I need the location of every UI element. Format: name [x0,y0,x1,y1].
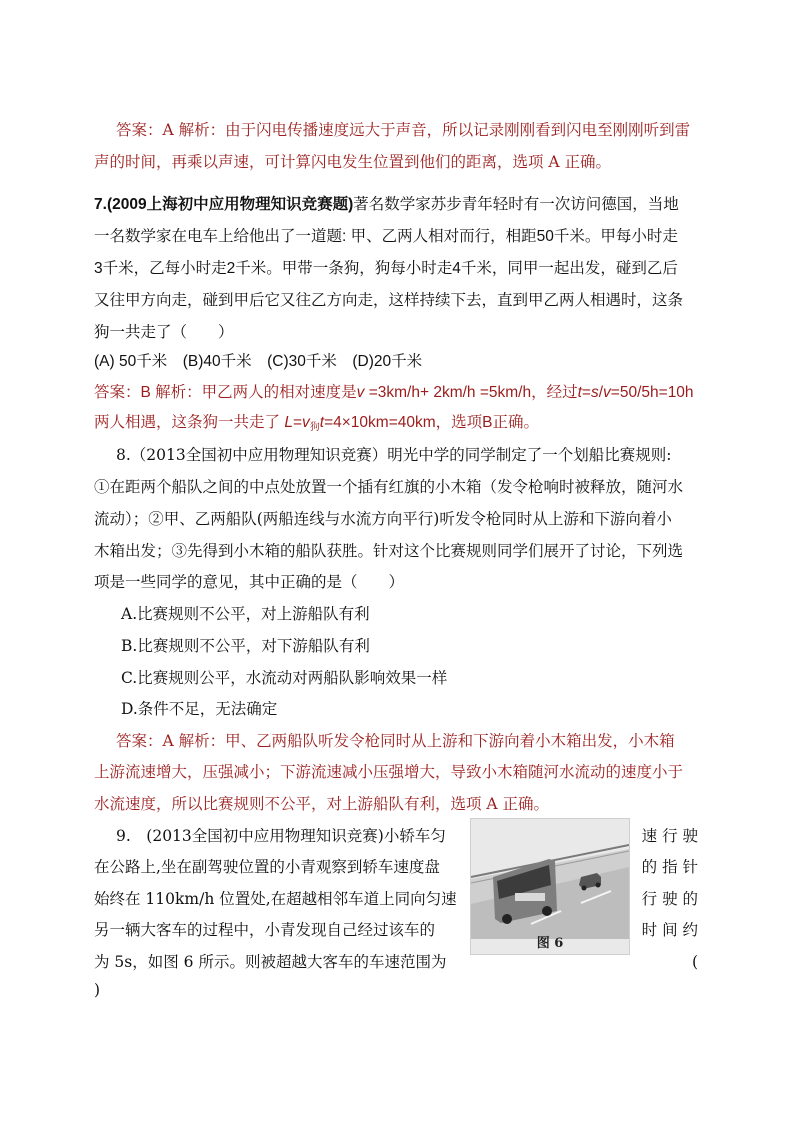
q8-answer-line-2: 上游流速增大，压强减小；下游流速减小压强增大，导致小木箱随河水流动的速度小于 [94,763,684,781]
var-v: v [356,384,365,401]
q7-line-5: 狗一共走了（ ） [94,324,234,341]
var-L: L [284,414,293,431]
q6-answer-line-1: 答案：A 解析：由于闪电传播速度远大于声音，所以记录刚刚看到闪电至刚刚听到雷 [116,121,691,139]
q7-number: 7. [94,196,107,213]
q7-answer-text: =4×10km=40km，选项B正确。 [324,414,539,431]
q7-answer-text: = [292,414,302,431]
q9-line-4: 另一辆大客车的过程中，小青发现自己经过该车的 [94,921,436,939]
q6-answer-line-2: 声的时间，再乘以声速，可计算闪电发生位置到他们的距离，选项 A 正确。 [94,153,612,171]
q9-line-6: ) [94,981,101,999]
q8-line-4: 木箱出发；③先得到小木箱的船队获胜。针对这个比赛规则同学们展开了讨论，下列选 [94,542,684,560]
q9-line-2: 在公路上,坐在副驾驶位置的小青观察到轿车速度盘 [94,858,440,876]
q8-option-a: A.比赛规则不公平，对上游船队有利 [121,605,370,623]
q8-answer-line-1: 答案：A 解析：甲、乙两船队听发令枪同时从上游和下游向着小木箱出发，小木箱 [116,732,675,750]
q8-line-2: ①在距两个船队之间的中点处放置一个插有红旗的小木箱（发令枪响时被释放，随河水 [94,478,684,496]
q7-line-3: 3千米，乙每小时走2千米。甲带一条狗，狗每小时走4千米，同甲一起出发，碰到乙后 [94,260,678,277]
figure-caption: 图 6 [536,936,564,951]
q8-option-b: B.比赛规则不公平，对下游船队有利 [121,637,370,655]
q9-right-5: ( [691,953,698,971]
q9-right-3: 行 驶 的 [641,890,698,908]
q9-line-5: 为 5s，如图 6 所示。则被超越大客车的车速范围为 [94,953,447,971]
q8-option-c: C.比赛规则公平，水流动对两船队影响效果一样 [121,669,448,687]
q8-line-1: 8.（2013全国初中应用物理知识竞赛）明光中学的同学制定了一个划船比赛规则: [116,446,672,464]
q9-line-1: 9. (2013全国初中应用物理知识竞赛)小轿车匀 [116,827,446,845]
figure-6-bus-photo [470,818,630,955]
var-s: s [590,384,599,401]
q7-answer-text: 两人相遇，这条狗一共走了 [94,414,285,431]
q7-text: 著名数学家苏步青年轻时有一次访问德国，当地 [353,196,679,213]
var-v: v [302,414,310,431]
q7-answer-text: / [598,384,604,401]
q8-option-d: D.条件不足，无法确定 [121,700,278,718]
q8-line-5: 项是一些同学的意见，其中正确的是（ ） [94,573,405,591]
q7-answer-text: =50/5h=10h [610,384,694,401]
q7-answer-line-2 [94,413,539,433]
q9-right-4: 时 间 约 [641,921,698,939]
subscript-dog: 狗 [309,422,320,433]
q7-answer-text: = [581,384,591,401]
q7-line-2: 一名数学家在电车上给他出了一道题: 甲、乙两人相对而行，相距50千米。甲每小时走 [94,228,678,245]
q9-line-3: 始终在 110km/h 位置处,在超越相邻车道上同向匀速 [94,890,457,908]
q7-source: (2009上海初中应用物理知识竞赛题) [106,196,354,213]
var-t: t [319,414,325,431]
q7-answer-line-1 [94,383,694,403]
q8-line-3: 流动）；②甲、乙两船队(两船连线与水流方向平行)听发令枪同时从上游和下游向着小 [94,510,672,528]
q9-right-2: 的 指 针 [641,858,698,876]
q7-answer-text: 答案：B 解析：甲乙两人的相对速度是 [94,384,357,401]
q7-options: (A) 50千米 (B)40千米 (C)30千米 (D)20千米 [94,353,423,370]
q8-answer-line-3: 水流速度，所以比赛规则不公平，对上游船队有利，选项 A 正确。 [94,795,550,813]
var-v: v [603,384,611,401]
q7-line-4: 又往甲方向走，碰到甲后它又往乙方向走，这样持续下去，直到甲乙两人相遇时，这条 [94,292,684,309]
q7-answer-text: =3km/h+ 2km/h =5km/h，经过 [364,384,578,401]
var-t: t [577,384,582,401]
q9-right-1: 速 行 驶 [641,827,698,845]
q7-line-1 [94,195,679,215]
